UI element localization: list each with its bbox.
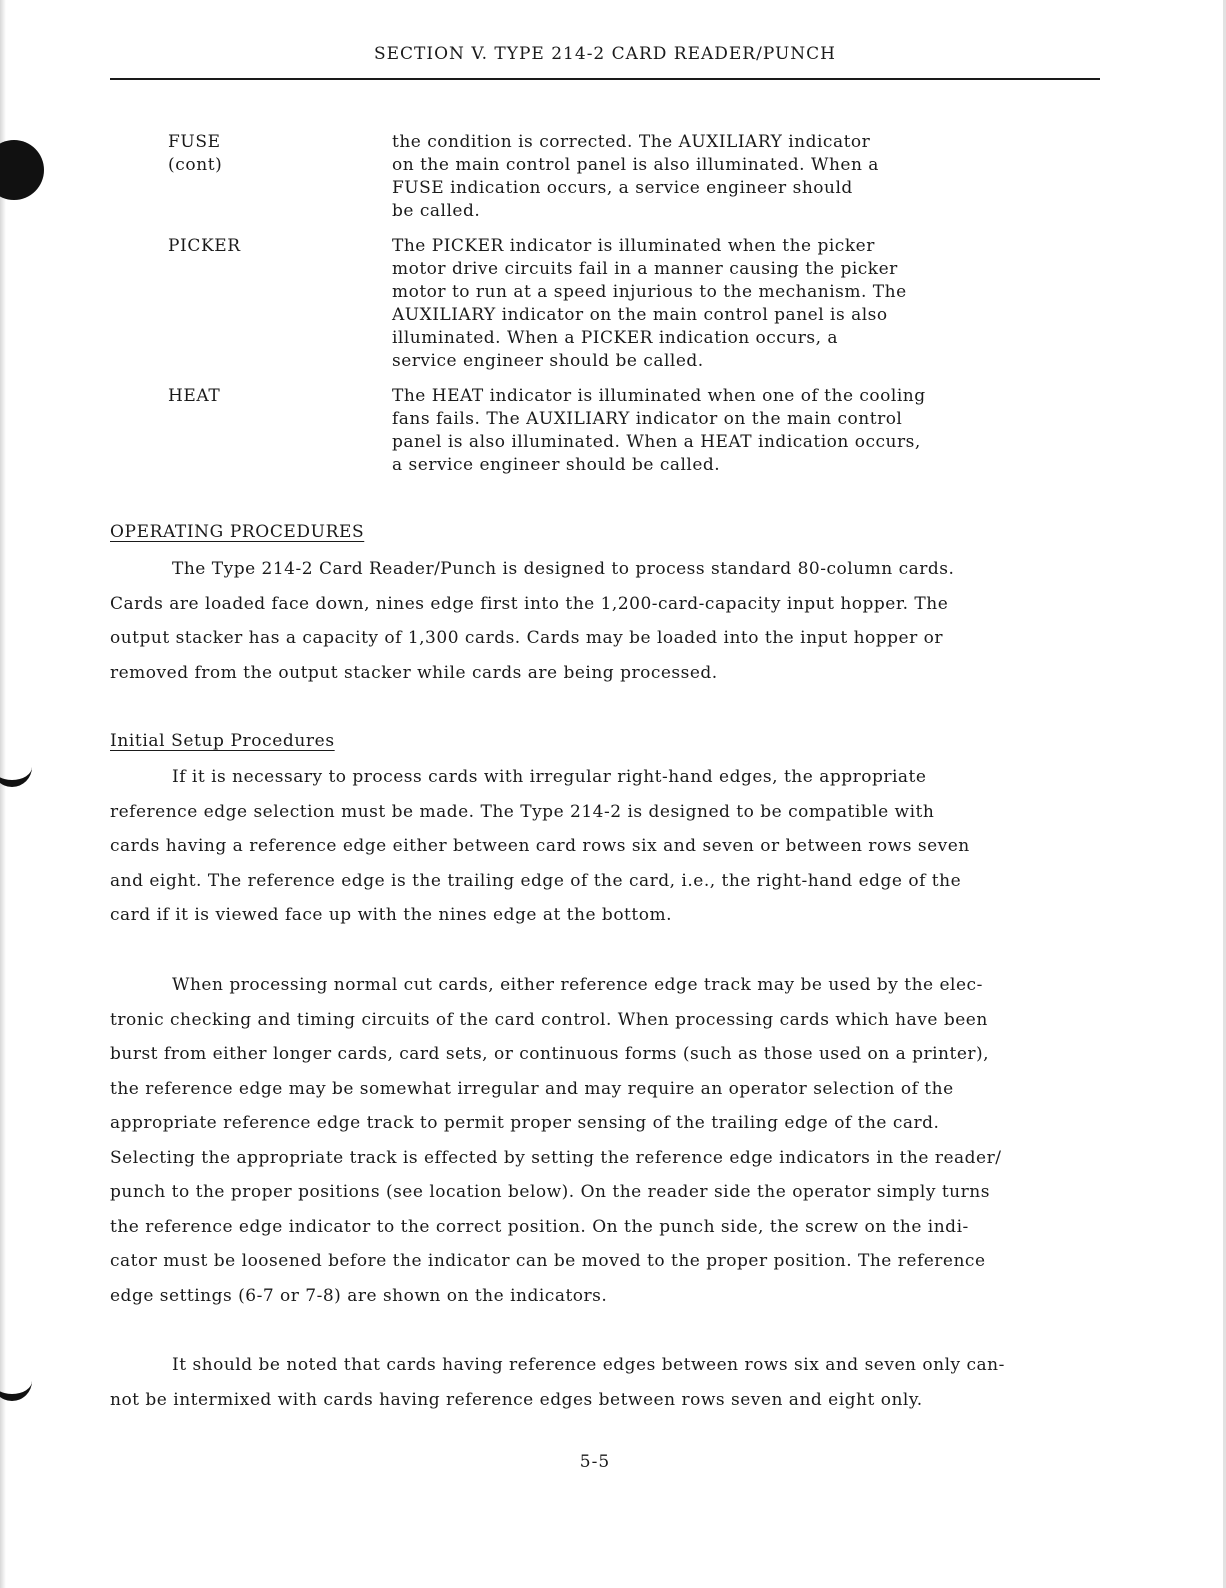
text-line: The PICKER indicator is illuminated when the picker	[392, 236, 875, 256]
text-line: illuminated. When a PICKER indication occurs, a	[392, 328, 839, 348]
text-line: burst from either longer cards, card sets, or continuous forms (such as those used on a printer),	[110, 1044, 990, 1064]
text-line: cator must be loosened before the indicator can be moved to the proper position. The reference	[110, 1251, 986, 1271]
text-line: removed from the output stacker while cards are being processed.	[110, 662, 718, 683]
text-line: panel is also illuminated. When a HEAT indication occurs,	[392, 432, 921, 452]
text-line: motor to run at a speed injurious to the mechanism. The	[392, 282, 907, 302]
text-line: the reference edge indicator to the correct position. On the punch side, the screw on the indi-	[110, 1216, 969, 1237]
text-line: not be intermixed with cards having reference edges between rows seven and eight only.	[110, 1389, 923, 1410]
binder-hole-mark	[0, 140, 44, 200]
text-line: reference edge selection must be made. The Type 214-2 is designed to be compatible with	[110, 801, 935, 822]
text-line: motor drive circuits fail in a manner causing the picker	[392, 259, 898, 279]
text-line: The Type 214-2 Card Reader/Punch is designed to process standard 80-column cards.	[172, 559, 955, 579]
text-line: card if it is viewed face up with the nines edge at the bottom.	[110, 905, 672, 925]
text-line: a service engineer should be called.	[392, 455, 721, 475]
text-line: The HEAT indicator is illuminated when one of the cooling	[392, 386, 926, 406]
indicator-description-picker	[392, 235, 1032, 373]
text-line: FUSE indication occurs, a service engineer should	[392, 178, 853, 198]
text-line: output stacker has a capacity of 1,300 cards. Cards may be loaded into the input hopper or	[110, 628, 943, 648]
text-line: It should be noted that cards having reference edges between rows six and seven only can-	[172, 1355, 1005, 1375]
binder-hook-mark	[0, 1366, 32, 1401]
text-line: and eight. The reference edge is the trailing edge of the card, i.e., the right-hand edge of the	[110, 870, 962, 891]
text-line: cards having a reference edge either between card rows six and seven or between rows seven	[110, 836, 970, 856]
section-heading-initial-setup: Initial Setup Procedures	[110, 731, 335, 751]
text-line: fans fails. The AUXILIARY indicator on the main control	[392, 409, 903, 429]
header-rule	[110, 78, 1100, 80]
text-line: service engineer should be called.	[392, 351, 704, 371]
paragraph-initial-setup-1	[110, 760, 1110, 933]
indicator-label-fuse: FUSE (cont)	[168, 132, 223, 175]
paragraph-initial-setup-2	[110, 968, 1110, 1313]
text-line: Selecting the appropriate track is effected by setting the reference edge indicators in the reader/	[110, 1147, 1002, 1168]
page-header: SECTION V. TYPE 214-2 CARD READER/PUNCH	[373, 44, 837, 64]
page-number: 5-5	[579, 1452, 611, 1472]
text-line: punch to the proper positions (see location below). On the reader side the operator simply turns	[110, 1182, 990, 1202]
text-line: AUXILIARY indicator on the main control panel is also	[392, 305, 888, 325]
indicator-description-heat	[392, 385, 1032, 477]
text-line: Cards are loaded face down, nines edge first into the 1,200-card-capacity input hopper. The	[110, 593, 949, 614]
text-line: be called.	[392, 201, 481, 221]
text-line: the reference edge may be somewhat irregular and may require an operator selection of the	[110, 1078, 954, 1099]
paragraph-operating-procedures	[110, 552, 1110, 690]
text-line: If it is necessary to process cards with irregular right-hand edges, the appropriate	[172, 767, 927, 787]
text-line: on the main control panel is also illuminated. When a	[392, 155, 879, 175]
indicator-label-picker: PICKER	[168, 236, 241, 256]
text-line: edge settings (6-7 or 7-8) are shown on the indicators.	[110, 1285, 608, 1306]
section-heading-operating-procedures: OPERATING PROCEDURES	[110, 522, 365, 542]
scan-edge-left	[0, 0, 6, 1588]
indicator-label-heat: HEAT	[168, 386, 221, 406]
paragraph-initial-setup-3	[110, 1348, 1110, 1417]
text-line: the condition is corrected. The AUXILIARY indicator	[392, 132, 871, 152]
binder-hook-mark	[0, 752, 32, 787]
text-line: tronic checking and timing circuits of the card control. When processing cards which have been	[110, 1009, 988, 1030]
text-line: appropriate reference edge track to permit proper sensing of the trailing edge of the card.	[110, 1113, 940, 1133]
indicator-description-fuse	[392, 131, 1032, 223]
text-line: When processing normal cut cards, either reference edge track may be used by the elec-	[172, 975, 983, 995]
